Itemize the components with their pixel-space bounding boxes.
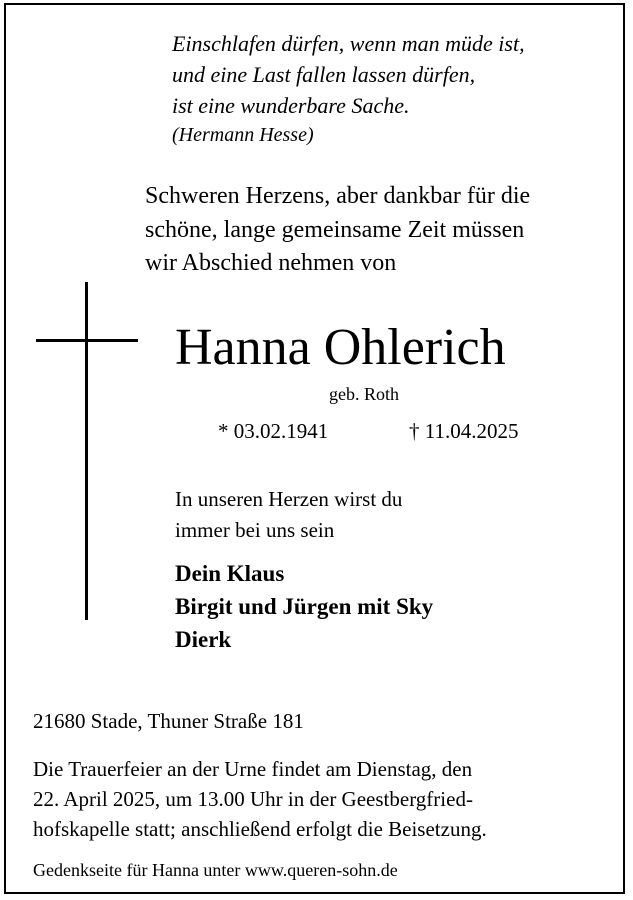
mourner-3: Dierk: [175, 627, 232, 652]
quote-line-3: ist eine wunderbare Sache.: [172, 93, 410, 118]
message-line-2: immer bei uns sein: [175, 518, 335, 542]
ceremony-line-3: hofskapelle statt; anschließend erfolgt die Beisetzung.: [33, 817, 487, 841]
intro-line-1: Schweren Herzens, aber dankbar für die: [145, 183, 531, 209]
quote-line-2: und eine Last fallen lassen dürfen,: [172, 62, 476, 87]
ceremony-line-1: Die Trauerfeier an der Urne findet am Dienstag, den: [33, 757, 473, 781]
mourner-1: Dein Klaus: [175, 561, 285, 586]
birth-name: geb. Roth: [329, 384, 399, 404]
memorial-page-note: Gedenkseite für Hanna unter www.queren-sohn.de: [33, 860, 398, 880]
ceremony-line-2: 22. April 2025, um 13.00 Uhr in der Geestbergfried-: [33, 787, 473, 811]
birth-date: * 03.02.1941: [218, 419, 329, 443]
message-line-1: In unseren Herzen wirst du: [175, 487, 403, 511]
cross-vertical-bar: [85, 282, 88, 620]
quote-author: (Hermann Hesse): [172, 124, 314, 146]
intro-line-3: wir Abschied nehmen von: [145, 250, 397, 276]
cross-horizontal-bar: [36, 339, 138, 342]
intro-line-2: schöne, lange gemeinsame Zeit müssen: [145, 217, 525, 243]
address: 21680 Stade, Thuner Straße 181: [33, 709, 304, 733]
deceased-name: Hanna Ohlerich: [175, 319, 506, 376]
death-date: † 11.04.2025: [409, 419, 519, 443]
quote-line-1: Einschlafen dürfen, wenn man müde ist,: [172, 31, 525, 56]
mourner-2: Birgit und Jürgen mit Sky: [175, 594, 434, 619]
